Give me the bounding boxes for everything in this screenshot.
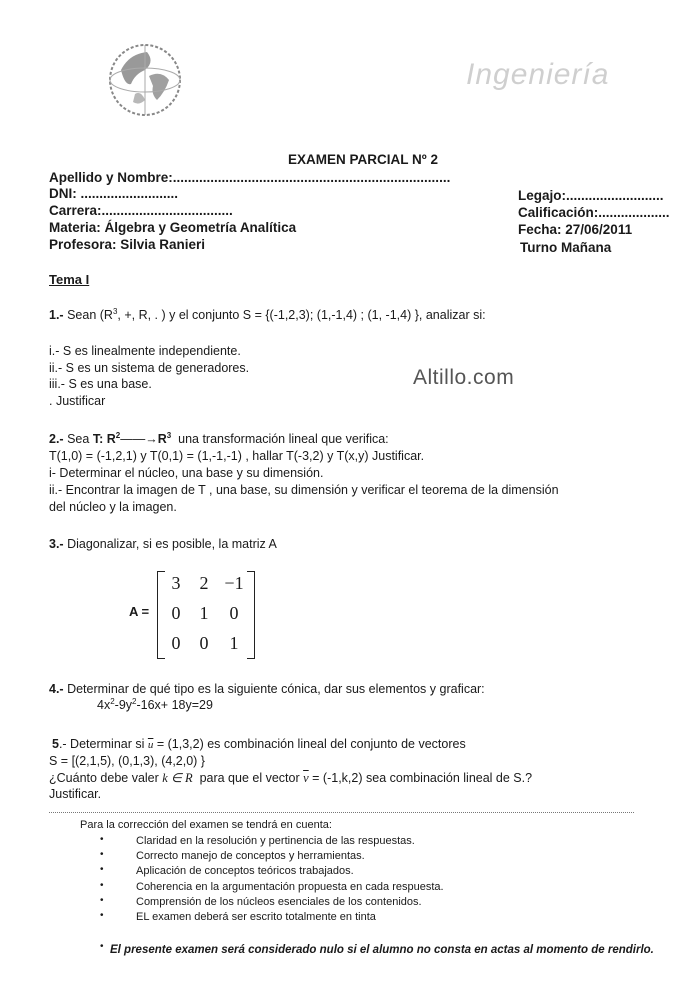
criteria-item: Aplicación de conceptos teóricos trabajados.: [136, 865, 354, 877]
q2-line-3: i- Determinar el núcleo, una base y su dimensión.: [49, 466, 324, 480]
q4-eq-c: -16x+ 18y=29: [136, 698, 213, 712]
q2-rest: una transformación lineal que verifica:: [178, 432, 389, 446]
bullet-icon: •: [100, 895, 104, 906]
q2-sup-a: 2: [115, 431, 121, 440]
criteria-item: Comprensión de los núcleos esenciales de los contenidos.: [136, 896, 422, 908]
matrix-label: A =: [129, 604, 150, 619]
matrix-cell: 0: [171, 603, 181, 623]
q2-map-codomain: R: [157, 432, 167, 446]
exam-title: EXAMEN PARCIAL Nº 2: [288, 152, 438, 167]
bullet-icon: •: [100, 849, 104, 860]
career-field: Carrera:...................................: [49, 203, 233, 218]
q5-l3-a: ¿Cuánto debe valer: [49, 771, 159, 785]
q1-number: 1.-: [49, 308, 64, 322]
shift-label: Turno Mañana: [520, 240, 612, 255]
final-note-text: El presente examen será considerado nulo si el alumno no consta en actas al momento de rendirlo.: [110, 944, 654, 956]
criteria-intro: Para la corrección del examen se tendrá en cuenta:: [80, 819, 332, 831]
q4-eq-sup2: 2: [132, 697, 137, 706]
watermark: Altillo.com: [413, 366, 515, 389]
q2-line-2: T(1,0) = (-1,2,1) y T(0,1) = (1,-1,-1) , hallar T(-3,2) y T(x,y) Justificar.: [49, 449, 425, 463]
professor-label: Profesora: Silvia Ranieri: [49, 237, 206, 252]
date-label: Fecha: 27/06/2011: [518, 222, 633, 237]
q5-vector-v: $\overline{v}$: [303, 771, 309, 785]
q4-number: 4.-: [49, 682, 64, 696]
question-1: [49, 307, 486, 323]
matrix-cell: 1: [199, 603, 209, 623]
criteria-item: Coherencia en la argumentación propuesta en cada respuesta.: [136, 881, 444, 893]
question-2: [49, 431, 389, 447]
subject-label: Materia: Álgebra y Geometría Analítica: [49, 220, 297, 235]
q2-line-5: del núcleo y la imagen.: [49, 500, 177, 514]
matrix-a: [157, 571, 255, 657]
q4-equation: [97, 697, 213, 713]
student-name-field: Apellido y Nombre:..........................................................................: [49, 170, 451, 185]
q5-l3-b: para que el vector: [199, 771, 300, 785]
q2-sea: Sea: [67, 432, 90, 446]
criteria-item: EL examen deberá ser escrito totalmente en tinta: [136, 911, 376, 923]
q2-line-4: ii.- Encontrar la imagen de T , una base, su dimensión y verificar el teorema de la dimensión: [49, 483, 559, 497]
q4-eq-b: -9y: [114, 698, 133, 712]
q4-text: Determinar de qué tipo es la siguiente cónica, dar sus elementos y graficar:: [67, 682, 485, 696]
q5-line-3: [49, 770, 532, 786]
q5-line-4: Justificar.: [49, 787, 102, 801]
q4-eq-sup1: 2: [110, 697, 115, 706]
question-3: [49, 536, 277, 552]
q2-number: 2.-: [49, 432, 64, 446]
question-5: [52, 736, 466, 753]
bullet-icon: •: [100, 910, 104, 921]
q5-line-2: S = [(2,1,5), (0,1,3), (4,2,0) }: [49, 754, 205, 768]
criteria-item: Correcto manejo de conceptos y herramientas.: [136, 850, 365, 862]
bullet-icon: •: [100, 864, 104, 875]
matrix-cell: 0: [229, 603, 239, 623]
q3-text: Diagonalizar, si es posible, la matriz A: [67, 537, 277, 551]
q2-sup-b: 3: [166, 431, 172, 440]
bullet-icon: •: [100, 941, 104, 952]
q5-l3-c: = (-1,k,2) sea combinación lineal de S.?: [312, 771, 533, 785]
matrix-right-bracket: [247, 571, 255, 659]
q1-item-4: . Justificar: [49, 394, 106, 408]
q5-text-b: = (1,3,2) es combinación lineal del conjunto de vectores: [156, 737, 466, 751]
legajo-field: Legajo:..........................: [518, 188, 664, 203]
q5-text-a: .- Determinar si: [58, 737, 145, 751]
matrix-cell: 0: [199, 633, 209, 653]
bullet-icon: •: [100, 834, 104, 845]
grade-field: Calificación:...................: [518, 205, 670, 220]
globe-logo-icon: [105, 40, 185, 120]
q1-superscript: 3: [112, 307, 118, 316]
q3-number: 3.-: [49, 537, 64, 551]
q1-item-3: iii.- S es una base.: [49, 377, 152, 391]
q5-vector-u: $\overline{u}$: [147, 739, 154, 751]
q4-eq-a: 4x: [97, 698, 111, 712]
question-4: [49, 681, 485, 697]
final-note: [90, 943, 695, 957]
topic-heading: Tema I: [49, 272, 90, 287]
matrix-cell: −1: [224, 573, 244, 593]
matrix-cell: 1: [229, 633, 239, 653]
q2-map-domain: T: R: [92, 432, 116, 446]
matrix-cell: 2: [199, 573, 209, 593]
matrix-cell: 0: [171, 633, 181, 653]
brand-logo-text: Ingeniería: [466, 58, 610, 91]
criteria-item: Claridad en la resolución y pertinencia de las respuestas.: [136, 835, 415, 847]
dni-field: DNI: ..........................: [49, 186, 179, 201]
q5-number: 5: [52, 737, 59, 751]
q5-k-in-r: k ∈ R: [162, 771, 193, 785]
q1-text-pre: Sean (R: [67, 308, 113, 322]
bullet-icon: •: [100, 880, 104, 891]
q1-item-2: ii.- S es un sistema de generadores.: [49, 361, 250, 375]
q1-text-post: , +, R, . ) y el conjunto S = {(-1,2,3); (1,-1,4) ; (1, -1,4) }, analizar si:: [117, 308, 486, 322]
matrix-cell: 3: [171, 573, 181, 593]
q1-item-1: i.- S es linealmente independiente.: [49, 344, 241, 358]
q2-arrow: ——→: [120, 432, 158, 446]
divider: [49, 812, 634, 813]
